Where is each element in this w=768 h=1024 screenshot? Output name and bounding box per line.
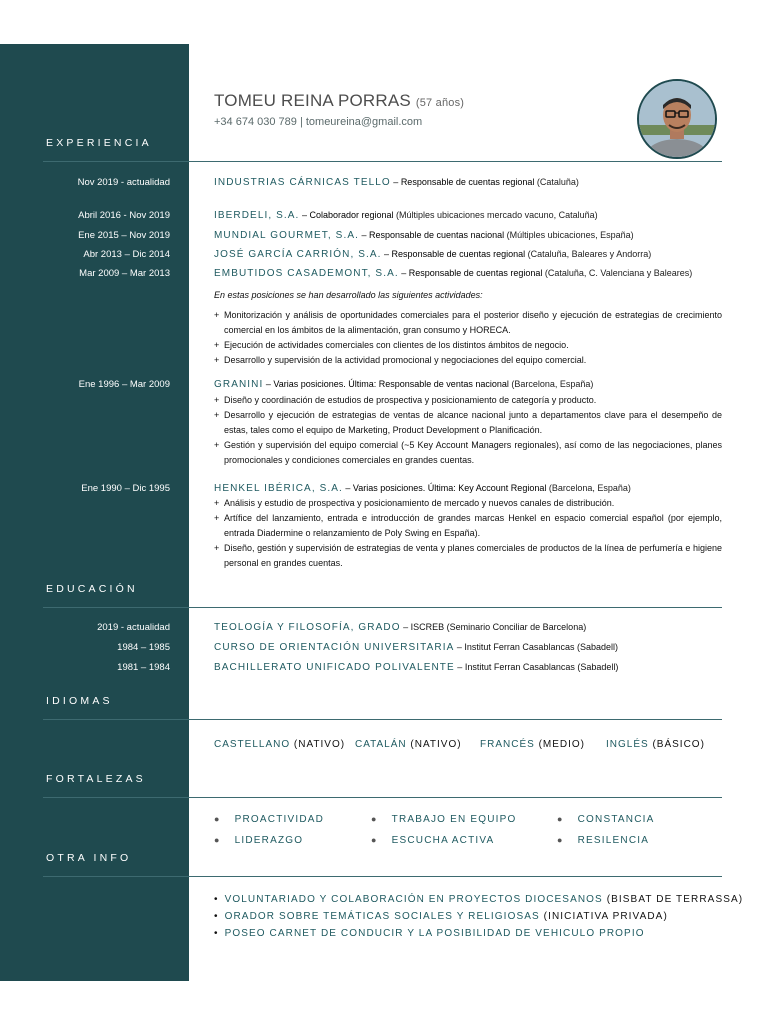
bullet-dot-icon: ● xyxy=(557,814,564,824)
strength-item: ● ESCUCHA ACTIVA xyxy=(371,835,495,846)
education-title: TEOLOGÍA Y FILOSOFÍA, GRADO xyxy=(214,622,401,633)
section-title-other: OTRA INFO xyxy=(46,852,132,864)
other-info-item: • ORADOR SOBRE TEMÁTICAS SOCIALES Y RELIGIOSAS (INICIATIVA PRIVADA) xyxy=(214,911,668,922)
language-item: CASTELLANO (NATIVO) xyxy=(214,739,346,750)
profile-photo xyxy=(637,79,717,159)
education-entry: TEOLOGÍA Y FILOSOFÍA, GRADO – ISCREB (Seminario Conciliar de Barcelona) xyxy=(214,622,587,633)
company-name: GRANINI xyxy=(214,379,264,390)
education-title: BACHILLERATO UNIFICADO POLIVALENTE xyxy=(214,662,455,673)
experience-entry: GRANINI – Varias posiciones. Última: Responsable de ventas nacional (Barcelona, España) xyxy=(214,379,594,390)
experience-entry: INDUSTRIAS CÁRNICAS TELLO – Responsable de cuentas regional (Cataluña) xyxy=(214,177,579,188)
strength-item: ● RESILENCIA xyxy=(557,835,650,846)
experience-date: Nov 2019 - actualidad xyxy=(77,177,170,188)
bullet-dot-icon: • xyxy=(214,894,219,905)
job-location: (Cataluña, Baleares y Andorra) xyxy=(525,249,652,259)
company-name: INDUSTRIAS CÁRNICAS TELLO xyxy=(214,177,391,188)
granini-bullet-list xyxy=(214,393,722,468)
experience-entry: IBERDELI, S.A. – Colaborador regional (Múltiples ubicaciones mercado vacuno, Cataluña) xyxy=(214,210,598,221)
education-date: 1984 – 1985 xyxy=(117,642,170,653)
experience-date: Mar 2009 – Mar 2013 xyxy=(79,268,170,279)
job-position: Responsable de cuentas regional xyxy=(391,249,526,259)
experience-date: Abril 2016 - Nov 2019 xyxy=(78,210,170,221)
activities-intro: En estas posiciones se han desarrollado las siguientes actividades: xyxy=(214,290,483,300)
strength-item: ● CONSTANCIA xyxy=(557,814,655,825)
job-position: Responsable de cuentas nacional xyxy=(368,230,505,240)
section-title-education: EDUCACIÓN xyxy=(46,583,138,595)
bullet-item: + Gestión y supervisión del equipo comercial (~5 Key Account Managers regionales), así como de las negociaciones, planes promocionales y condiciones comerciales en grandes cuentas. xyxy=(214,438,722,468)
education-school: Institut Ferran Casablancas (Sabadell) xyxy=(464,662,619,672)
company-name: MUNDIAL GOURMET, S.A. xyxy=(214,230,359,241)
bullet-item: + Artífice del lanzamiento, entrada e introducción de grandes marcas Henkel en espacio comercial español (por ejemplo, entrada Diadermine o relanzamiento de Poly Swing en España). xyxy=(214,511,722,541)
other-info-item: • POSEO CARNET DE CONDUCIR Y LA POSIBILIDAD DE VEHICULO PROPIO xyxy=(214,928,645,939)
bullet-dot-icon: ● xyxy=(214,835,221,845)
education-entry: CURSO DE ORIENTACIÓN UNIVERSITARIA – Institut Ferran Casablancas (Sabadell) xyxy=(214,642,618,653)
experience-entry: EMBUTIDOS CASADEMONT, S.A. – Responsable de cuentas regional (Cataluña, C. Valenciana y Baleares) xyxy=(214,268,693,279)
divider xyxy=(43,161,722,162)
job-position: Varias posiciones. Última: Key Account Regional xyxy=(352,483,547,493)
education-title: CURSO DE ORIENTACIÓN UNIVERSITARIA xyxy=(214,642,455,653)
group-bullet-list xyxy=(214,308,722,368)
job-location: (Barcelona, España) xyxy=(508,379,594,389)
company-name: JOSÉ GARCÍA CARRIÓN, S.A. xyxy=(214,249,382,260)
job-position: Responsable de cuentas regional xyxy=(408,268,543,278)
bullet-dot-icon: • xyxy=(214,928,219,939)
section-title-strengths: FORTALEZAS xyxy=(46,773,146,785)
bullet-item: + Desarrollo y supervisión de la actividad promocional y negociaciones del equipo comercial. xyxy=(214,353,722,368)
strength-item: ● LIDERAZGO xyxy=(214,835,304,846)
education-school: ISCREB (Seminario Conciliar de Barcelona) xyxy=(410,622,587,632)
divider xyxy=(43,876,722,877)
bullet-item: + Monitorización y análisis de oportunidades comerciales para el posterior diseño y ejecución de estrategias de crecimiento comercial en los ámbitos de la alimentación, gran consumo y HORECA. xyxy=(214,308,722,338)
experience-date: Abr 2013 – Dic 2014 xyxy=(83,249,170,260)
section-title-experience: EXPERIENCIA xyxy=(46,137,152,149)
divider xyxy=(43,607,722,608)
other-info-item: • VOLUNTARIADO Y COLABORACIÓN EN PROYECTOS DIOCESANOS (BISBAT DE TERRASSA) xyxy=(214,894,744,905)
job-position: Varias posiciones. Última: Responsable de ventas nacional xyxy=(273,379,509,389)
strength-item: ● PROACTIVIDAD xyxy=(214,814,325,825)
job-location: (Múltiples ubicaciones, España) xyxy=(504,230,634,240)
experience-date: Ene 2015 – Nov 2019 xyxy=(78,230,170,241)
experience-date: Ene 1990 – Dic 1995 xyxy=(81,483,170,494)
job-location: (Múltiples ubicaciones mercado vacuno, Cataluña) xyxy=(393,210,598,220)
company-name: HENKEL IBÉRICA, S.A. xyxy=(214,483,343,494)
section-title-languages: IDIOMAS xyxy=(46,695,113,707)
education-school: Institut Ferran Casablancas (Sabadell) xyxy=(464,642,618,652)
bullet-dot-icon: ● xyxy=(371,835,378,845)
language-item: FRANCÉS (MEDIO) xyxy=(480,739,586,750)
job-location: (Cataluña, C. Valenciana y Baleares) xyxy=(542,268,693,278)
bullet-item: + Ejecución de actividades comerciales con clientes de los distintos ámbitos de negocio. xyxy=(214,338,722,353)
language-item: CATALÁN (NATIVO) xyxy=(355,739,462,750)
bullet-item: + Diseño y coordinación de estudios de prospectiva y posicionamiento de categoría y producto. xyxy=(214,393,722,408)
education-date: 2019 - actualidad xyxy=(97,622,170,633)
education-entry: BACHILLERATO UNIFICADO POLIVALENTE – Institut Ferran Casablancas (Sabadell) xyxy=(214,662,619,673)
experience-date: Ene 1996 – Mar 2009 xyxy=(78,379,170,390)
experience-entry: JOSÉ GARCÍA CARRIÓN, S.A. – Responsable de cuentas regional (Cataluña, Baleares y Andorra) xyxy=(214,249,652,260)
bullet-item: + Diseño, gestión y supervisión de estrategias de venta y planes comerciales de productos de la línea de perfumería e higiene personal en grandes cuentas. xyxy=(214,541,722,571)
job-location: (Cataluña) xyxy=(534,177,579,187)
candidate-age: (57 años) xyxy=(415,97,465,109)
bullet-dot-icon: ● xyxy=(371,814,378,824)
contact-info: +34 674 030 789 | tomeureina@gmail.com xyxy=(214,116,423,128)
strength-item: ● TRABAJO EN EQUIPO xyxy=(371,814,517,825)
candidate-name: TOMEU REINA PORRAS (57 años) xyxy=(214,91,465,110)
language-item: INGLÉS (BÁSICO) xyxy=(606,739,705,750)
bullet-item: + Desarrollo y ejecución de estrategias de ventas de alcance nacional junto a departamentos clave para el desempeño de estas, tales como el equipo de Marketing, Product Development o Planificación. xyxy=(214,408,722,438)
experience-entry: MUNDIAL GOURMET, S.A. – Responsable de cuentas nacional (Múltiples ubicaciones, España) xyxy=(214,230,634,241)
bullet-dot-icon: • xyxy=(214,911,219,922)
education-date: 1981 – 1984 xyxy=(117,662,170,673)
divider xyxy=(43,797,722,798)
bullet-dot-icon: ● xyxy=(214,814,221,824)
experience-entry: HENKEL IBÉRICA, S.A. – Varias posiciones. Última: Key Account Regional (Barcelona, España) xyxy=(214,483,631,494)
bullet-dot-icon: ● xyxy=(557,835,564,845)
divider xyxy=(43,719,722,720)
job-location: (Barcelona, España) xyxy=(546,483,631,493)
job-position: Colaborador regional xyxy=(309,210,394,220)
bullet-item: + Análisis y estudio de prospectiva y posicionamiento de mercado y nuevos canales de distribución. xyxy=(214,496,722,511)
company-name: IBERDELI, S.A. xyxy=(214,210,300,221)
company-name: EMBUTIDOS CASADEMONT, S.A. xyxy=(214,268,399,279)
profile-photo-image xyxy=(639,81,715,157)
job-position: Responsable de cuentas regional xyxy=(400,177,535,187)
henkel-bullet-list xyxy=(214,496,722,571)
